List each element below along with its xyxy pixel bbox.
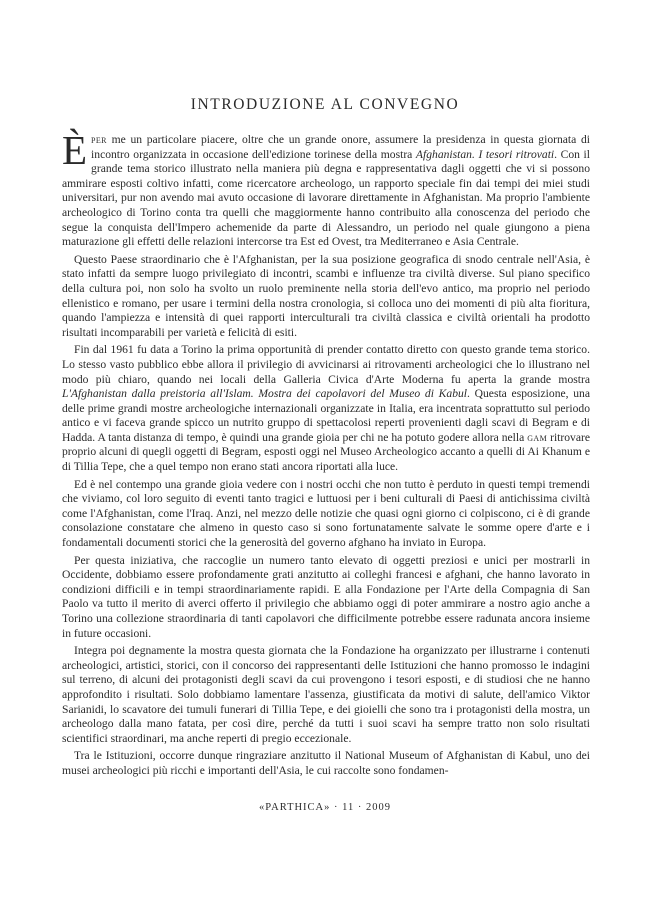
paragraph-text: Ed è nel contempo una grande gioia vedere con i nostri occhi che non tutto è perduto in questi tempi tremendi che viviamo, col loro seguito di eventi tanto tragici e luttuosi per i beni culturali di Paesi di antichissima civiltà come l'Afghanistan, come l'Iraq. Anzi, nel mezzo delle notizie che quasi ogni giorno ci colpiscono, ci è di grande consolazione constatare che almeno in questo caso si sono fortunatamente salvate le somme opere d'arte e i fondamentali documenti storici che la generosità del governo afghano ha inviato in Europa. xyxy=(62,477,590,550)
body-paragraph xyxy=(62,253,590,341)
paragraph-text: Per questa iniziativa, che raccoglie un numero tanto elevato di oggetti preziosi e unici per mostrarli in Occidente, dobbiamo essere profondamente grati anzitutto ai colleghi francesi e afghani, che hanno lavorato in condizioni difficili e in tempi straordinariamente rapidi. E alla Fondazione per l'Arte della Compagnia di San Paolo va tutto il merito di averci offerto il privilegio che abbiamo oggi di poter ammirare a nostro agio anche a Torino una collezione straordinaria di tanti capolavori che difficilmente potrebbe essere radunata ancora insieme in future occasioni. xyxy=(62,553,590,640)
italic-title-text: Afghanistan. I tesori ritrovati xyxy=(415,147,555,161)
drop-cap: È xyxy=(62,127,88,173)
body-paragraph xyxy=(62,343,590,474)
paragraph-text: me un particolare piacere, oltre che un grande onore, assumere la presidenza in questa giornata di incontro organizzata in occasione dell'edizione torinese della mostra xyxy=(91,133,590,161)
article-body xyxy=(62,127,591,782)
body-paragraph xyxy=(62,127,590,250)
paragraph-text: gam xyxy=(527,430,548,444)
italic-title-text: L'Afghanistan dalla preistoria all'Islam. Mostra dei capolavori del Museo di Kabul xyxy=(62,387,468,401)
paragraph-text: . Questa esposizione, una delle prime grandi mostre archeologiche internazionali organizzate in Italia, era incentrata soprattutto sul periodo antico e vi faceva grande spicco un nutrito gruppo di spettacolosi reperti provenienti dagli scavi di Begram e di Hadda. A tanta distanza di tempo, è quindi una grande gioia per chi ne ha potuto godere allora nella xyxy=(62,387,590,444)
paragraph-text: Fin dal 1961 fu data a Torino la prima opportunità di prender contatto diretto con questo grande tema storico. Lo stesso vasto pubblico ebbe allora il privilegio di avvicinarsi ai ritrovamenti archeologici che lo illustrano nel modo più chiaro, quando nei locali della Galleria Civica d'Arte Moderna fu aperta la grande mostra xyxy=(62,343,590,386)
page-footer: «PARTHICA» · 11 · 2009 xyxy=(258,802,391,813)
paragraph-text: ritrovare proprio alcuni di quegli oggetti di Begram, esposti oggi nel Museo Archeologico accanto a quelli di Ai Khanum e di Tillia Tepe, che a quel tempo non erano stati ancora riportati alla luce. xyxy=(62,430,591,474)
body-paragraph xyxy=(62,478,590,551)
body-paragraph xyxy=(62,749,590,778)
paragraph-text: Integra poi degnamente la mostra questa giornata che la Fondazione ha organizzato per illustrarne i contenuti archeologici, artistici, storici, con il concorso dei rappresentanti delle Istituzioni che hanno promosso le indagini sul terreno, di alcuni dei protagonisti degli scavi da cui provengono i tesori esposti, e di studiosi che ne hanno approfondito i risultati. Solo dobbiamo lamentare l'assenza, giustificata da motivi di salute, dell'amico Viktor Sarianidi, lo scavatore dei tumuli funerari di Tillia Tepe, e dei gioielli che sono tra i protagonisti della mostra, un archeologo dalla mano fatata, per così dire, perché da tutti i suoi scavi ha sempre tratto non solo risultati scientifici straordinari, ma anche reperti di pregio eccezionale. xyxy=(62,644,590,745)
paragraph-text: . Con il grande tema storico illustrato nella maniera più degna e rappresentativa dagli oggetti che vi si possono ammirare esposti coltivo infatti, come ricercatore archeologo, un rapporto speciale fin dai tempi dei miei studi universitari, pur non avendo mai avuto occasione di lavorare direttamente in Afghanistan. Ma proprio l'ambiente archeologico di Torino conta tra quelli che maggiormente hanno contribuito alla conoscenza del periodo che segue la conquista dell'Impero achemenide da parte di Alessandro, un periodo nel quale giungono a piena maturazione gli effetti delle relazioni intercorse tra Est ed Ovest, tra Mediterraneo e Asia Centrale. xyxy=(62,147,590,249)
body-paragraph xyxy=(62,554,590,642)
paragraph-text: Questo Paese straordinario che è l'Afghanistan, per la sua posizione geografica di snodo centrale nell'Asia, è stato infatti da sempre luogo privilegiato di incontri, scambi e influenze tra civiltà diverse. Sul piano specifico della cultura poi, non solo ha svolto un ruolo preminente nella storia dell'evo antico, ma proprio nel periodo ellenistico e romano, per usare i termini della nostra cronologia, si colloca uno dei momenti di più alta fioritura, quando l'ampiezza e intensità di quei rapporti interculturali tra civiltà classica e civiltà orientali ha prodotto risultati incomparabili per varietà e felicità di esiti. xyxy=(62,252,590,339)
page-title: INTRODUZIONE AL CONVEGNO xyxy=(190,96,460,113)
paragraph-text: Tra le Istituzioni, occorre dunque ringraziare anzitutto il National Museum of Afghanistan di Kabul, uno dei musei archeologici più ricchi e importanti dell'Asia, le cui raccolte sono fondamen- xyxy=(62,749,590,777)
body-paragraph xyxy=(62,644,590,746)
lead-small-caps: per xyxy=(91,133,107,146)
